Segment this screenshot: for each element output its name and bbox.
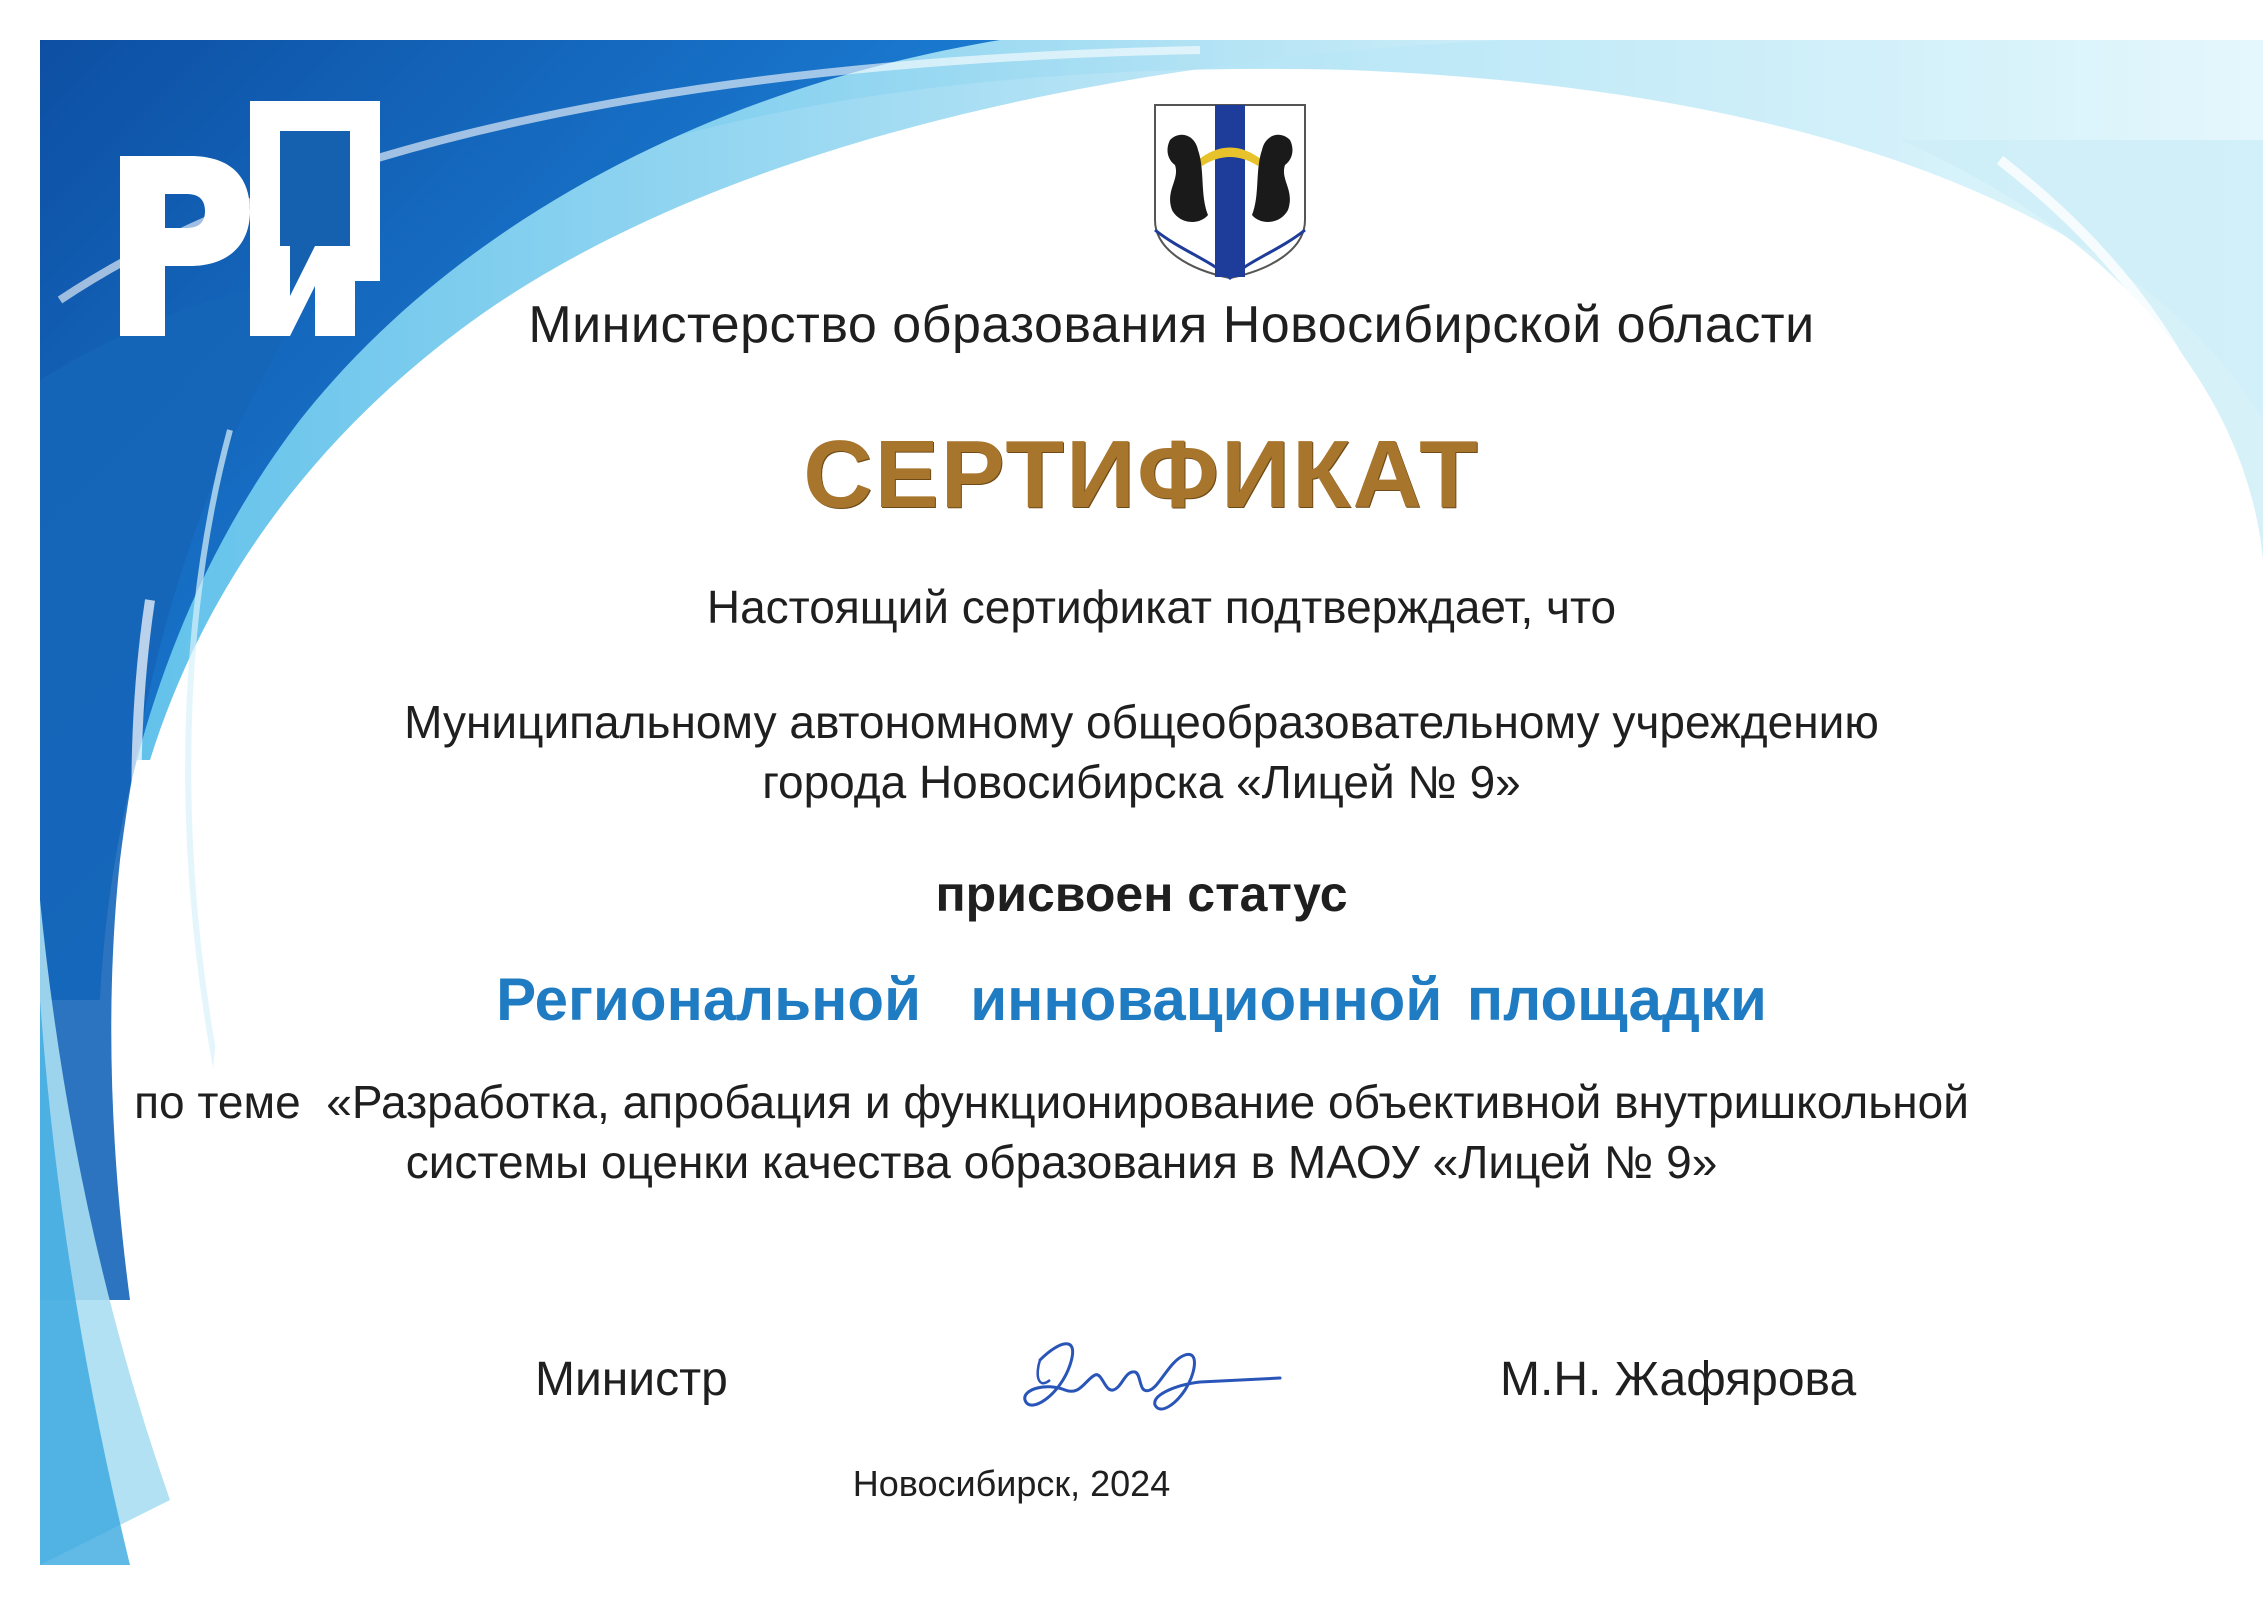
certificate-title: СЕРТИФИКАТ <box>803 421 1480 528</box>
signer-name: М.Н. Жафярова <box>1500 1353 1857 1406</box>
novosibirsk-coat-of-arms-icon <box>1150 100 1310 280</box>
status-text: Региональной инновационной площадки <box>496 966 1767 1033</box>
theme-line-2: системы оценки качества образования в МАОУ «Лицей № 9» <box>405 1136 1718 1188</box>
ministry-name: Министерство образования Новосибирской области <box>528 296 1815 354</box>
confirm-text: Настоящий сертификат подтверждает, что <box>706 581 1617 633</box>
signer-position: Министр <box>535 1353 728 1406</box>
handwritten-signature <box>1010 1320 1300 1430</box>
place-date: Новосибирск, 2024 <box>852 1463 1171 1504</box>
assigned-text: присвоен статус <box>935 866 1348 922</box>
theme-line-1: по теме «Разработка, апробация и функционирование объективной внутришкольной <box>134 1076 1969 1128</box>
organization-line-1: Муниципальному автономному общеобразовательному учреждению <box>404 696 1879 748</box>
organization-line-2: города Новосибирска «Лицей № 9» <box>762 756 1521 808</box>
